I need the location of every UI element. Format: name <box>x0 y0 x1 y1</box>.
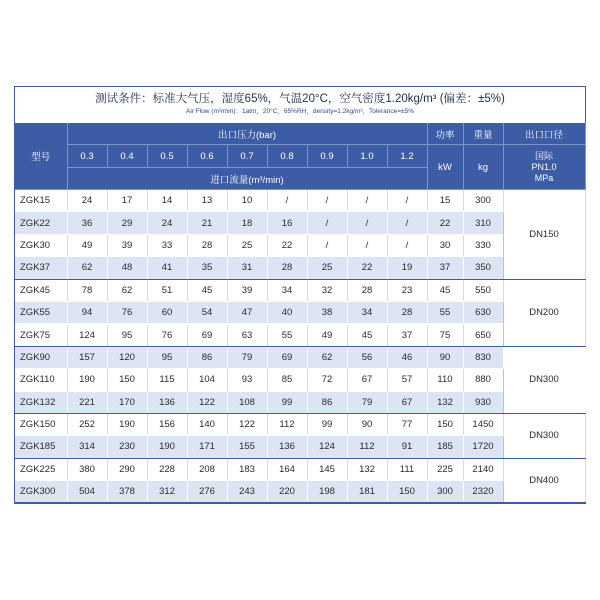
weight-cell: 2140 <box>463 458 503 480</box>
power-cell: 90 <box>427 346 463 368</box>
flow-cell: 312 <box>147 481 187 503</box>
flow-cell: 34 <box>347 301 387 323</box>
flow-cell: 45 <box>187 279 227 301</box>
flow-cell: 48 <box>107 257 147 279</box>
weight-cell: 1720 <box>463 436 503 458</box>
power-cell: 15 <box>427 190 463 212</box>
flow-cell: 24 <box>147 212 187 234</box>
weight-cell: 930 <box>463 391 503 413</box>
model-cell: ZGK225 <box>15 458 67 480</box>
spec-table <box>15 123 586 503</box>
flow-cell: 136 <box>267 436 307 458</box>
power-cell: 225 <box>427 458 463 480</box>
model-cell: ZGK45 <box>15 279 67 301</box>
header-pressure: 0.3 <box>67 145 107 168</box>
flow-cell: 112 <box>347 436 387 458</box>
flow-cell: 155 <box>227 436 267 458</box>
weight-cell: 880 <box>463 369 503 391</box>
flow-cell: 24 <box>67 190 107 212</box>
flow-cell: 115 <box>147 369 187 391</box>
weight-cell: 350 <box>463 257 503 279</box>
flow-cell: 49 <box>307 324 347 346</box>
flow-cell: 252 <box>67 413 107 435</box>
flow-cell: / <box>387 190 427 212</box>
flow-cell: 124 <box>67 324 107 346</box>
header-outlet-standard-line: PN1.0 <box>531 161 557 172</box>
flow-cell: 170 <box>107 391 147 413</box>
table-row <box>15 481 585 503</box>
flow-cell: 85 <box>267 369 307 391</box>
flow-cell: 220 <box>267 481 307 503</box>
flow-cell: 95 <box>147 346 187 368</box>
flow-cell: 18 <box>227 212 267 234</box>
flow-cell: 190 <box>147 436 187 458</box>
flow-cell: 54 <box>187 301 227 323</box>
weight-cell: 630 <box>463 301 503 323</box>
flow-cell: 122 <box>227 413 267 435</box>
weight-cell: 830 <box>463 346 503 368</box>
table-row <box>15 190 585 212</box>
header-flow-label: 进口流量(m³/min) <box>67 168 427 190</box>
table-row <box>15 346 585 368</box>
model-cell: ZGK30 <box>15 234 67 256</box>
header-outlet: 出口口径 <box>503 123 585 145</box>
flow-cell: 17 <box>107 190 147 212</box>
flow-cell: / <box>347 234 387 256</box>
flow-cell: 228 <box>147 458 187 480</box>
model-cell: ZGK37 <box>15 257 67 279</box>
flow-cell: 28 <box>187 234 227 256</box>
flow-cell: / <box>387 212 427 234</box>
flow-cell: / <box>347 190 387 212</box>
flow-cell: 136 <box>147 391 187 413</box>
table-row <box>15 257 585 279</box>
flow-cell: 164 <box>267 458 307 480</box>
test-conditions-english: Air Flow (m³/min)：1atm，20°C，65%RH，density=1.2kg/m³，Tolerance=±5% <box>186 108 414 115</box>
flow-cell: 16 <box>267 212 307 234</box>
flow-cell: 29 <box>107 212 147 234</box>
flow-cell: 32 <box>307 279 347 301</box>
flow-cell: 40 <box>267 301 307 323</box>
model-cell: ZGK132 <box>15 391 67 413</box>
flow-cell: 22 <box>267 234 307 256</box>
table-row <box>15 369 585 391</box>
power-cell: 45 <box>427 279 463 301</box>
flow-cell: 145 <box>307 458 347 480</box>
power-cell: 30 <box>427 234 463 256</box>
flow-cell: 198 <box>307 481 347 503</box>
flow-cell: 41 <box>147 257 187 279</box>
flow-cell: 120 <box>107 346 147 368</box>
header-pressure: 0.9 <box>307 145 347 168</box>
model-cell: ZGK22 <box>15 212 67 234</box>
table-row <box>15 413 585 435</box>
weight-cell: 2320 <box>463 481 503 503</box>
flow-cell: 86 <box>187 346 227 368</box>
header-pressure: 1.0 <box>347 145 387 168</box>
flow-cell: 171 <box>187 436 227 458</box>
outlet-size-cell: DN300 <box>503 346 585 413</box>
weight-cell: 650 <box>463 324 503 346</box>
weight-cell: 330 <box>463 234 503 256</box>
model-cell: ZGK55 <box>15 301 67 323</box>
flow-cell: 504 <box>67 481 107 503</box>
header-outlet-standard-line: 国际 <box>534 150 553 161</box>
model-cell: ZGK15 <box>15 190 67 212</box>
header-weight: 重量 <box>463 123 503 145</box>
flow-cell: 69 <box>267 346 307 368</box>
weight-cell: 310 <box>463 212 503 234</box>
flow-cell: 10 <box>227 190 267 212</box>
header-outlet-standard-line: MPa <box>534 172 554 183</box>
flow-cell: 23 <box>387 279 427 301</box>
header-pressure: 0.6 <box>187 145 227 168</box>
header-power: 功率 <box>427 123 463 145</box>
table-row <box>15 279 585 301</box>
table-row <box>15 391 585 413</box>
flow-cell: 76 <box>147 324 187 346</box>
header-pressure: 0.4 <box>107 145 147 168</box>
flow-cell: 94 <box>67 301 107 323</box>
flow-cell: 51 <box>147 279 187 301</box>
power-cell: 150 <box>427 413 463 435</box>
flow-cell: 86 <box>307 391 347 413</box>
weight-cell: 550 <box>463 279 503 301</box>
flow-cell: 45 <box>347 324 387 346</box>
header-outlet-standard <box>503 145 585 190</box>
flow-cell: 28 <box>267 257 307 279</box>
flow-cell: 79 <box>227 346 267 368</box>
flow-cell: 25 <box>307 257 347 279</box>
flow-cell: 221 <box>67 391 107 413</box>
header-pressure-group: 出口压力(bar) <box>67 123 427 145</box>
header-model: 型号 <box>15 123 67 190</box>
flow-cell: 63 <box>227 324 267 346</box>
flow-cell: 72 <box>307 369 347 391</box>
table-row <box>15 234 585 256</box>
power-cell: 55 <box>427 301 463 323</box>
table-row <box>15 458 585 480</box>
model-cell: ZGK300 <box>15 481 67 503</box>
flow-cell: 111 <box>387 458 427 480</box>
flow-cell: 230 <box>107 436 147 458</box>
flow-cell: 28 <box>387 301 427 323</box>
table-row <box>15 436 585 458</box>
model-cell: ZGK110 <box>15 369 67 391</box>
power-cell: 132 <box>427 391 463 413</box>
model-cell: ZGK150 <box>15 413 67 435</box>
flow-cell: 157 <box>67 346 107 368</box>
flow-cell: 190 <box>107 413 147 435</box>
outlet-size-cell: DN200 <box>503 279 585 346</box>
flow-cell: 150 <box>387 481 427 503</box>
flow-cell: 35 <box>187 257 227 279</box>
flow-cell: 62 <box>307 346 347 368</box>
table-row <box>15 301 585 323</box>
flow-cell: 34 <box>267 279 307 301</box>
flow-cell: 33 <box>147 234 187 256</box>
flow-cell: / <box>307 234 347 256</box>
flow-cell: 55 <box>267 324 307 346</box>
flow-cell: 140 <box>187 413 227 435</box>
power-cell: 75 <box>427 324 463 346</box>
header-pressure: 0.8 <box>267 145 307 168</box>
flow-cell: 243 <box>227 481 267 503</box>
flow-cell: / <box>347 212 387 234</box>
weight-cell: 1450 <box>463 413 503 435</box>
flow-cell: 19 <box>387 257 427 279</box>
flow-cell: 62 <box>107 279 147 301</box>
header-power-unit: kW <box>427 145 463 190</box>
flow-cell: 77 <box>387 413 427 435</box>
model-cell: ZGK185 <box>15 436 67 458</box>
flow-cell: 46 <box>387 346 427 368</box>
flow-cell: 91 <box>387 436 427 458</box>
outlet-size-cell: DN400 <box>503 458 585 503</box>
flow-cell: 132 <box>347 458 387 480</box>
flow-cell: 14 <box>147 190 187 212</box>
flow-cell: 21 <box>187 212 227 234</box>
flow-cell: 47 <box>227 301 267 323</box>
table-row <box>15 324 585 346</box>
flow-cell: 36 <box>67 212 107 234</box>
flow-cell: 62 <box>67 257 107 279</box>
flow-cell: 56 <box>347 346 387 368</box>
flow-cell: 122 <box>187 391 227 413</box>
model-cell: ZGK90 <box>15 346 67 368</box>
flow-cell: 183 <box>227 458 267 480</box>
flow-cell: / <box>307 190 347 212</box>
flow-cell: 190 <box>67 369 107 391</box>
table-body <box>15 190 585 503</box>
flow-cell: 124 <box>307 436 347 458</box>
flow-cell: 156 <box>147 413 187 435</box>
flow-cell: / <box>387 234 427 256</box>
flow-cell: 93 <box>227 369 267 391</box>
flow-cell: 112 <box>267 413 307 435</box>
flow-cell: / <box>267 190 307 212</box>
flow-cell: 79 <box>347 391 387 413</box>
flow-cell: 76 <box>107 301 147 323</box>
weight-cell: 300 <box>463 190 503 212</box>
flow-cell: 314 <box>67 436 107 458</box>
flow-cell: 208 <box>187 458 227 480</box>
power-cell: 22 <box>427 212 463 234</box>
flow-cell: 290 <box>107 458 147 480</box>
flow-cell: 69 <box>187 324 227 346</box>
header-weight-unit: kg <box>463 145 503 190</box>
flow-cell: 181 <box>347 481 387 503</box>
flow-cell: 104 <box>187 369 227 391</box>
flow-cell: 13 <box>187 190 227 212</box>
flow-cell: 378 <box>107 481 147 503</box>
power-cell: 185 <box>427 436 463 458</box>
flow-cell: 31 <box>227 257 267 279</box>
flow-cell: 28 <box>347 279 387 301</box>
flow-cell: 108 <box>227 391 267 413</box>
test-conditions-text: 测试条件：标准大气压，湿度65%，气温20°C，空气密度1.20kg/m³ (偏差：±5%) <box>95 93 505 105</box>
flow-cell: 37 <box>387 324 427 346</box>
flow-cell: 57 <box>387 369 427 391</box>
flow-cell: 25 <box>227 234 267 256</box>
power-cell: 37 <box>427 257 463 279</box>
flow-cell: 22 <box>347 257 387 279</box>
model-cell: ZGK75 <box>15 324 67 346</box>
header-pressure: 0.7 <box>227 145 267 168</box>
table-row <box>15 212 585 234</box>
flow-cell: 90 <box>347 413 387 435</box>
outlet-size-cell: DN150 <box>503 190 585 280</box>
flow-cell: 95 <box>107 324 147 346</box>
table-header <box>15 123 585 190</box>
outlet-size-cell: DN300 <box>503 413 585 458</box>
flow-cell: 60 <box>147 301 187 323</box>
test-conditions <box>15 87 585 123</box>
flow-cell: 67 <box>387 391 427 413</box>
flow-cell: 150 <box>107 369 147 391</box>
flow-cell: 78 <box>67 279 107 301</box>
power-cell: 110 <box>427 369 463 391</box>
flow-cell: / <box>307 212 347 234</box>
flow-cell: 99 <box>307 413 347 435</box>
flow-cell: 99 <box>267 391 307 413</box>
flow-cell: 49 <box>67 234 107 256</box>
power-cell: 300 <box>427 481 463 503</box>
flow-cell: 39 <box>107 234 147 256</box>
flow-cell: 38 <box>307 301 347 323</box>
flow-cell: 380 <box>67 458 107 480</box>
header-pressure: 0.5 <box>147 145 187 168</box>
flow-cell: 67 <box>347 369 387 391</box>
flow-cell: 39 <box>227 279 267 301</box>
spec-table-sheet <box>14 86 586 504</box>
header-pressure: 1.2 <box>387 145 427 168</box>
flow-cell: 276 <box>187 481 227 503</box>
